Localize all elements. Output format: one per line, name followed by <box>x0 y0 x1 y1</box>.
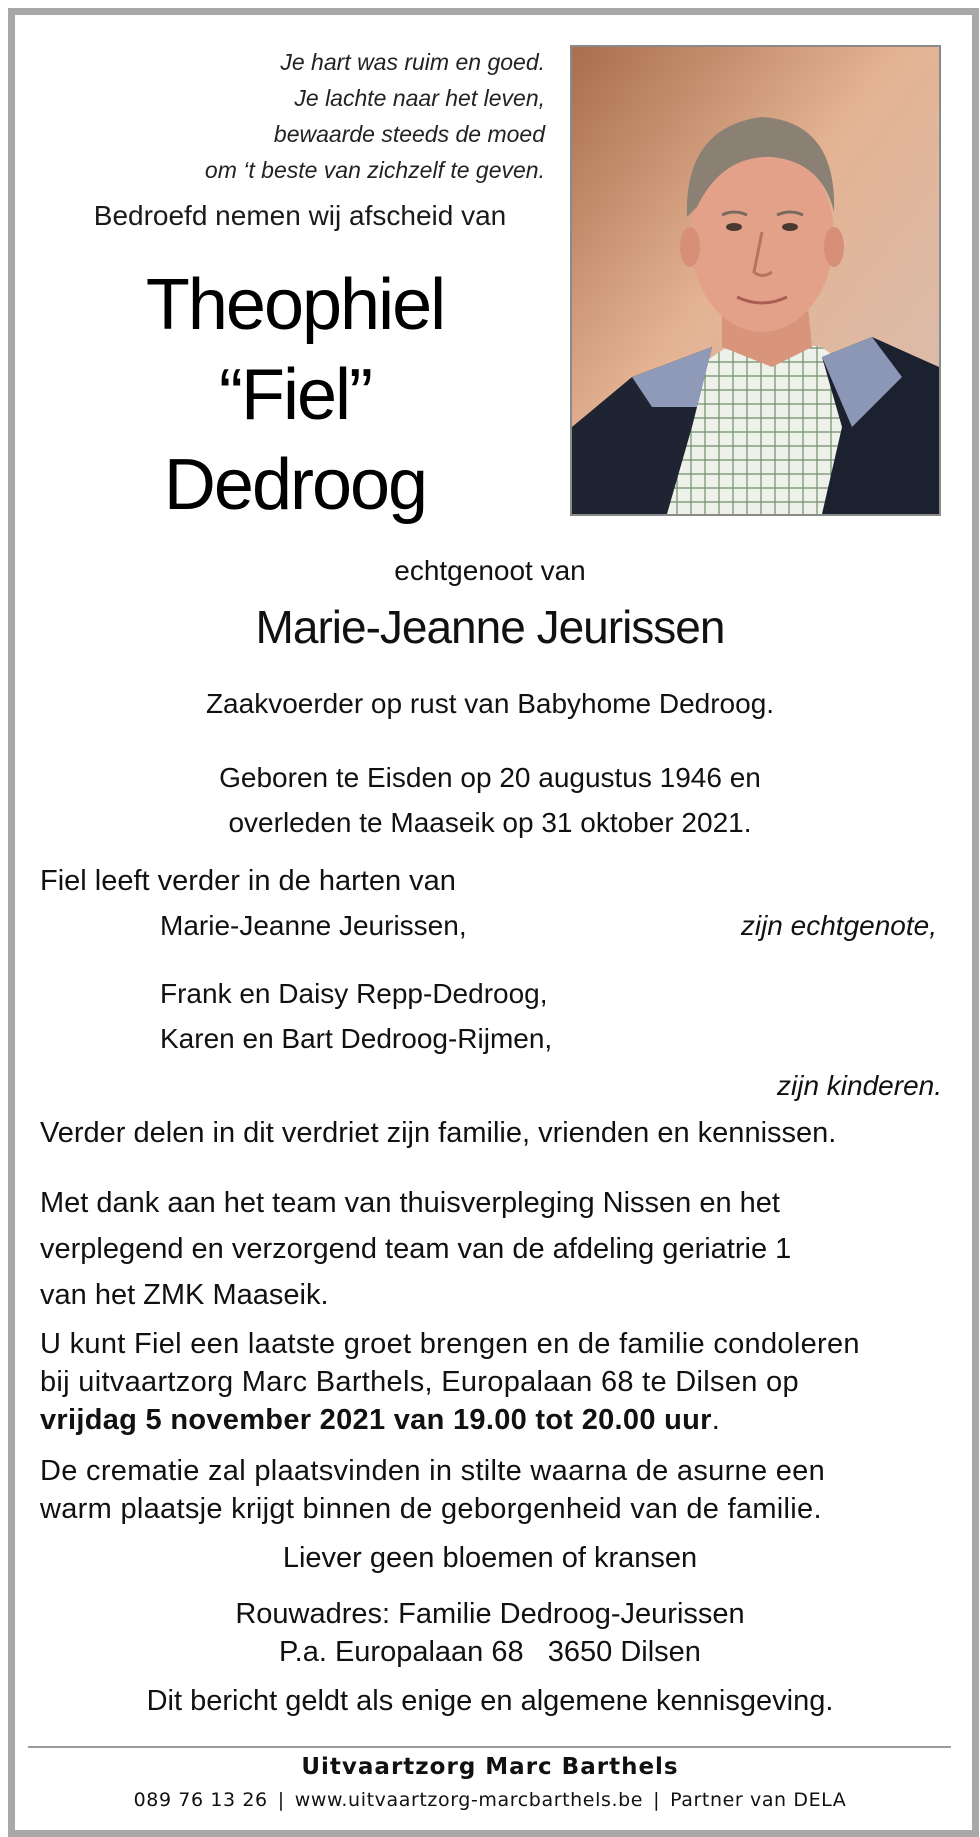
birth-line: Geboren te Eisden op 20 augustus 1946 en <box>219 762 761 793</box>
portrait-illustration <box>572 47 939 514</box>
visitation-line: U kunt Fiel een laatste groet brengen en de familie condoleren <box>40 1328 860 1360</box>
footer-divider <box>28 1746 951 1748</box>
address-line: Rouwadres: Familie Dedroog-Jeurissen <box>235 1598 745 1630</box>
general-notice: Dit bericht geldt als enige en algemene kennisgeving. <box>146 1685 834 1717</box>
occupation: Zaakvoerder op rust van Babyhome Dedroog. <box>205 688 775 719</box>
survivor-spouse-name: Marie-Jeanne Jeurissen, <box>160 910 467 941</box>
intro-text: Bedroefd nemen wij afscheid van <box>93 200 507 231</box>
cremation-line: De crematie zal plaatsvinden in stilte waarna de asurne een <box>40 1455 826 1487</box>
footer-phone: 089 76 13 26 <box>133 1789 268 1811</box>
survivor-spouse-role: zijn echtgenote, <box>740 910 937 941</box>
visitation-date-end: . <box>711 1404 721 1436</box>
survivors-intro: Fiel leeft verder in de harten van <box>40 865 456 897</box>
address-line: P.a. Europalaan 68 3650 Dilsen <box>279 1636 701 1668</box>
spouse-label: echtgenoot van <box>394 555 586 586</box>
visitation-line: bij uitvaartzorg Marc Barthels, Europalaan 68 te Dilsen op <box>40 1366 799 1398</box>
cremation-line: warm plaatsje krijgt binnen de geborgenheid van de familie. <box>40 1493 822 1525</box>
further-mourners: Verder delen in dit verdriet zijn familie, vrienden en kennissen. <box>40 1117 837 1149</box>
deceased-last-name: Dedroog <box>163 445 427 525</box>
survivor-children-role: zijn kinderen. <box>777 1070 942 1101</box>
poem-line: bewaarde steeds de moed <box>273 121 545 147</box>
thanks-paragraph <box>40 1180 940 1318</box>
visitation-date-line <box>40 1401 960 1439</box>
deceased-nickname: “Fiel” <box>219 355 371 435</box>
poem-line: om ‘t beste van zichzelf te geven. <box>204 157 545 183</box>
deceased-name <box>60 260 530 530</box>
thanks-line: van het ZMK Maaseik. <box>40 1279 329 1311</box>
birth-death <box>0 755 980 845</box>
poem-line: Je lachte naar het leven, <box>294 85 545 111</box>
death-line: overleden te Maaseik op 31 oktober 2021. <box>228 807 752 838</box>
portrait-photo <box>570 45 941 516</box>
survivor-child: Frank en Daisy Repp-Dedroog, <box>160 978 548 1009</box>
visitation-paragraph <box>40 1325 960 1439</box>
cremation-paragraph <box>40 1452 960 1528</box>
footer-separator: | <box>277 1789 285 1811</box>
poem-line: Je hart was ruim en goed. <box>280 49 545 75</box>
visitation-date: vrijdag 5 november 2021 van 19.00 tot 20.00 uur <box>40 1404 712 1436</box>
footer-company: Uitvaartzorg Marc Barthels <box>301 1754 679 1780</box>
survivor-child: Karen en Bart Dedroog-Rijmen, <box>160 1023 553 1054</box>
footer-website[interactable]: www.uitvaartzorg-marcbarthels.be <box>294 1789 644 1811</box>
no-flowers: Liever geen bloemen of kransen <box>282 1542 698 1574</box>
mourning-address <box>0 1595 980 1671</box>
footer-contact <box>0 1789 980 1811</box>
thanks-line: verplegend en verzorgend team van de afdeling geriatrie 1 <box>40 1233 792 1265</box>
footer-partner: Partner van DELA <box>670 1789 847 1811</box>
spouse-name: Marie-Jeanne Jeurissen <box>255 601 725 653</box>
deceased-first-name: Theophiel <box>145 265 445 345</box>
poem <box>60 44 545 188</box>
footer-separator: | <box>653 1789 661 1811</box>
thanks-line: Met dank aan het team van thuisverpleging Nissen en het <box>40 1187 780 1219</box>
